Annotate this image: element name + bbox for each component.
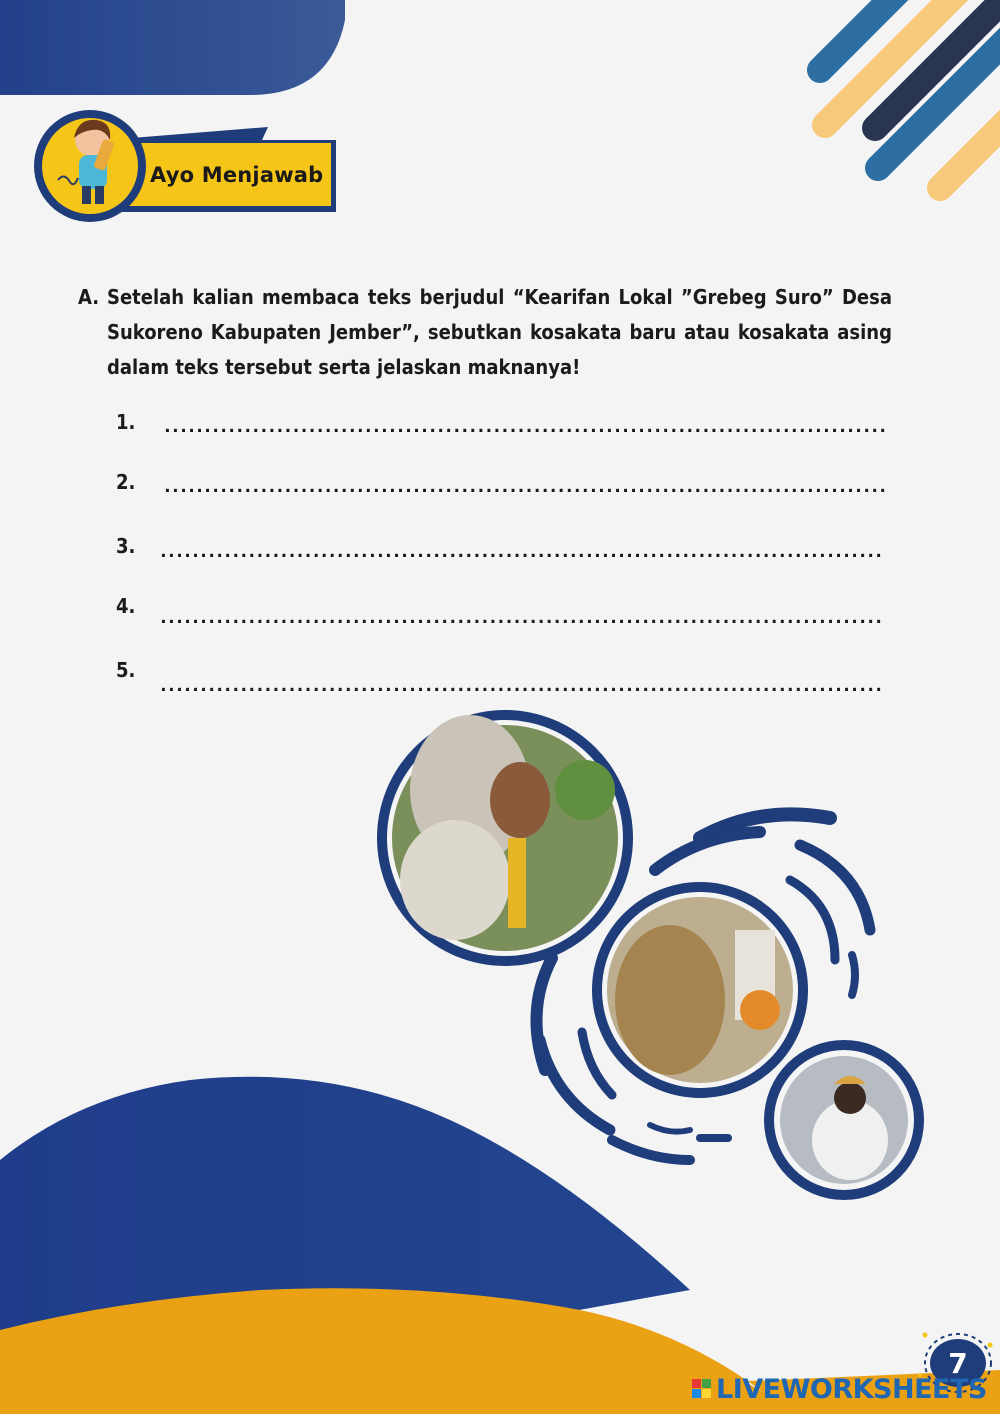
photo-barong-mask bbox=[377, 710, 633, 966]
answer-number: 5. bbox=[116, 658, 136, 682]
question-letter: A. bbox=[78, 285, 100, 309]
liveworksheets-brand[interactable]: LIVEWORKSHEETS bbox=[716, 1374, 987, 1405]
answer-number: 3. bbox=[116, 534, 136, 558]
answer-input-2[interactable] bbox=[162, 466, 898, 494]
answer-input-3[interactable] bbox=[158, 530, 892, 558]
corner-stripes bbox=[820, 0, 1000, 188]
dotted-line: .......................................................................................... bbox=[158, 676, 882, 696]
photo-white-costume bbox=[764, 1040, 924, 1200]
dotted-line: .......................................................................................... bbox=[158, 608, 882, 628]
dotted-line: .......................................................................................... bbox=[158, 542, 882, 562]
answer-input-1[interactable] bbox=[162, 406, 894, 434]
answer-input-4[interactable] bbox=[158, 590, 892, 618]
dotted-line: .......................................................................................... bbox=[162, 417, 886, 437]
badge-title: Ayo Menjawab bbox=[150, 163, 324, 187]
answer-input-5[interactable] bbox=[158, 654, 892, 682]
answer-row-2 bbox=[116, 470, 896, 510]
photo-dancer-hair bbox=[592, 882, 808, 1098]
answer-row-4 bbox=[116, 594, 896, 634]
page-number: 7 bbox=[948, 1346, 968, 1380]
answer-number: 1. bbox=[116, 410, 136, 434]
answer-number: 2. bbox=[116, 470, 136, 494]
answer-row-1 bbox=[116, 410, 896, 450]
question-a bbox=[78, 280, 892, 385]
answer-row-3 bbox=[116, 534, 896, 574]
answer-row-5 bbox=[116, 658, 896, 698]
question-text: Setelah kalian membaca teks berjudul “Kearifan Lokal ”Grebeg Suro” Desa Sukoreno Kabupaten Jember”, sebutkan kosakata baru atau kosakata asing dalam teks tersebut serta jelaskan maknanya! bbox=[107, 285, 892, 379]
answer-number: 4. bbox=[116, 594, 136, 618]
dotted-line: .......................................................................................... bbox=[162, 477, 886, 497]
top-left-shape bbox=[0, 0, 345, 95]
